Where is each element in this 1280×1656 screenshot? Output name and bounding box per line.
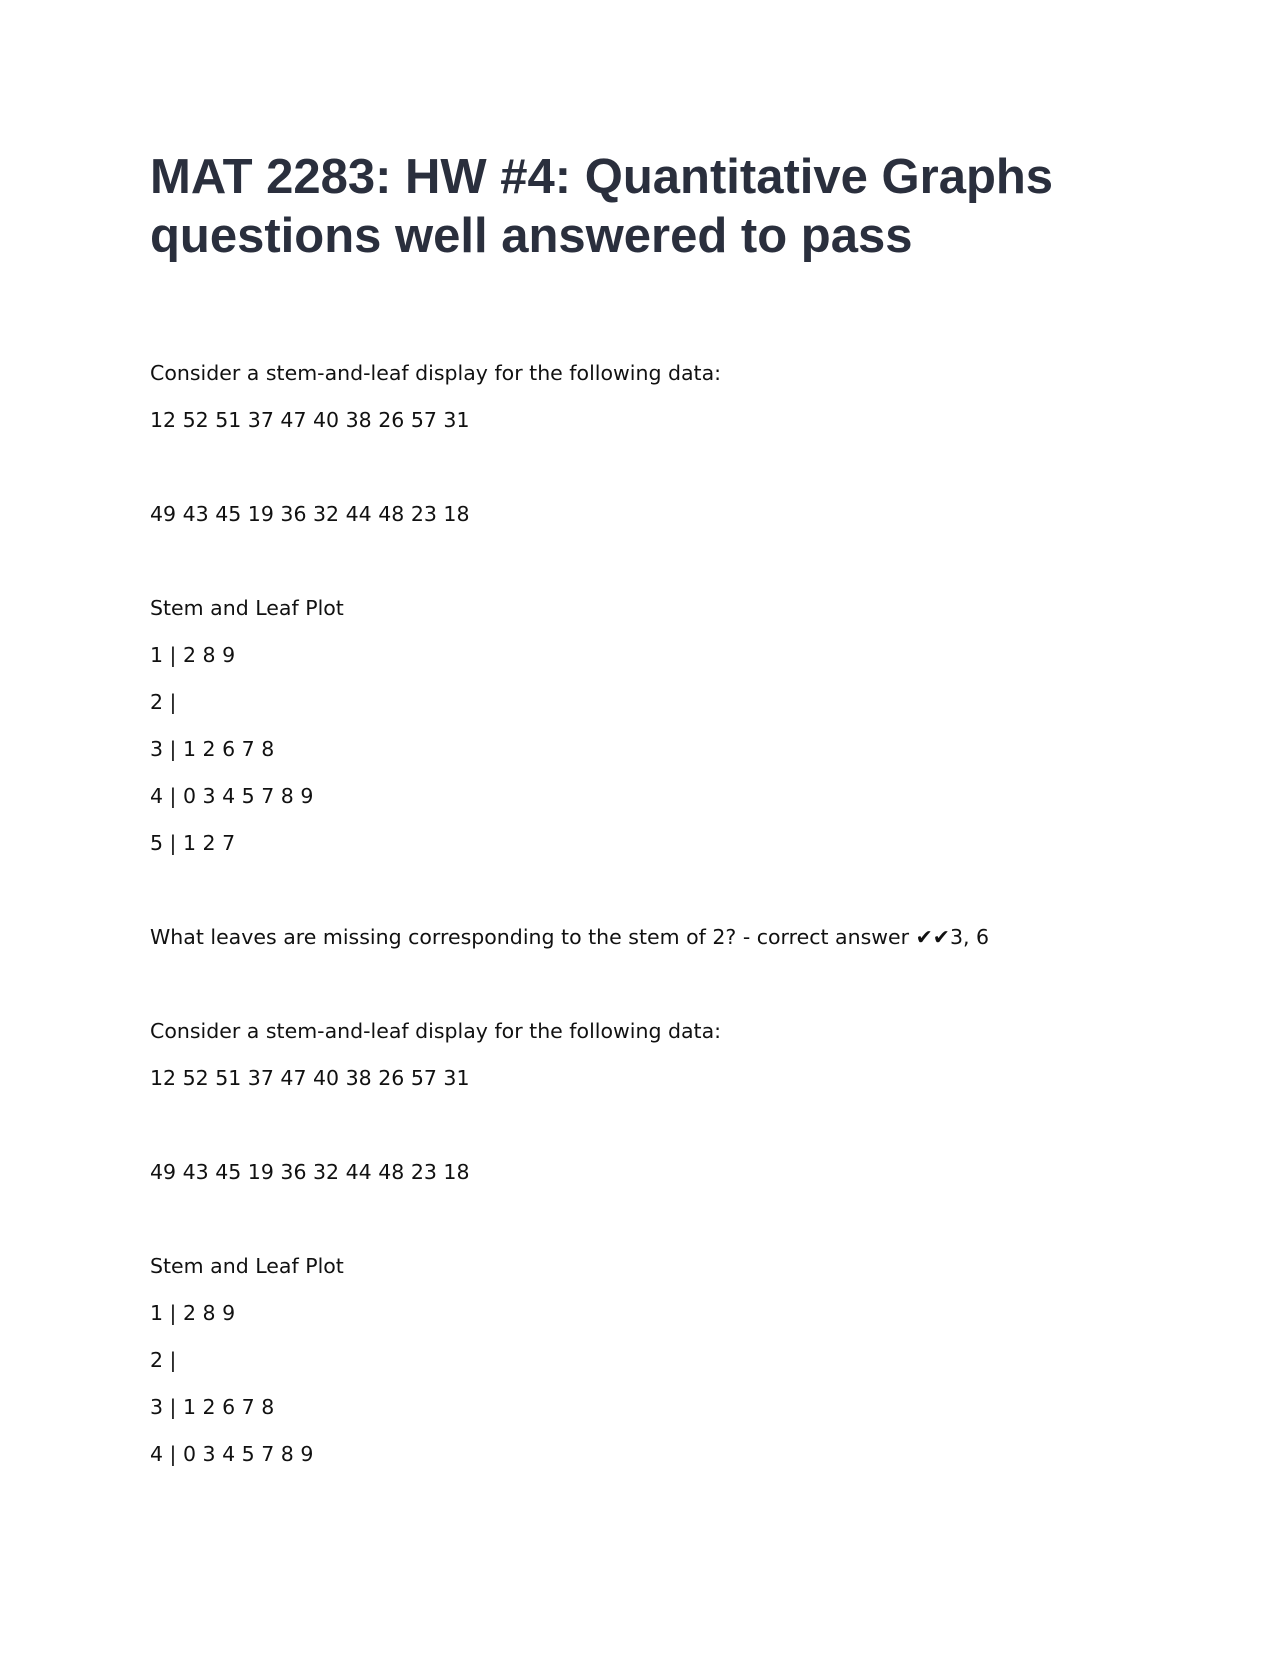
question-answer: What leaves are missing corresponding to the stem of 2? - correct answer ✔✔3, 6 [150, 925, 990, 949]
stem-leaf-row: 3 | 1 2 6 7 8 [150, 737, 275, 761]
data-row: 12 52 51 37 47 40 38 26 57 31 [150, 1066, 470, 1090]
stem-leaf-row: 1 | 2 8 9 [150, 643, 236, 667]
stem-leaf-row: 2 | [150, 1348, 177, 1372]
stem-leaf-row: 4 | 0 3 4 5 7 8 9 [150, 1442, 314, 1466]
stem-leaf-row: 2 | [150, 690, 177, 714]
data-row: 49 43 45 19 36 32 44 48 23 18 [150, 1160, 470, 1184]
question-prompt: Consider a stem-and-leaf display for the following data: [150, 361, 722, 385]
plot-heading: Stem and Leaf Plot [150, 596, 344, 620]
stem-leaf-row: 3 | 1 2 6 7 8 [150, 1395, 275, 1419]
question-prompt: Consider a stem-and-leaf display for the following data: [150, 1019, 722, 1043]
data-row: 12 52 51 37 47 40 38 26 57 31 [150, 408, 470, 432]
plot-heading: Stem and Leaf Plot [150, 1254, 344, 1278]
stem-leaf-row: 1 | 2 8 9 [150, 1301, 236, 1325]
page-title: MAT 2283: HW #4: Quantitative Graphs questions well answered to pass [150, 150, 1054, 263]
stem-leaf-row: 4 | 0 3 4 5 7 8 9 [150, 784, 314, 808]
data-row: 49 43 45 19 36 32 44 48 23 18 [150, 502, 470, 526]
stem-leaf-row: 5 | 1 2 7 [150, 831, 236, 855]
